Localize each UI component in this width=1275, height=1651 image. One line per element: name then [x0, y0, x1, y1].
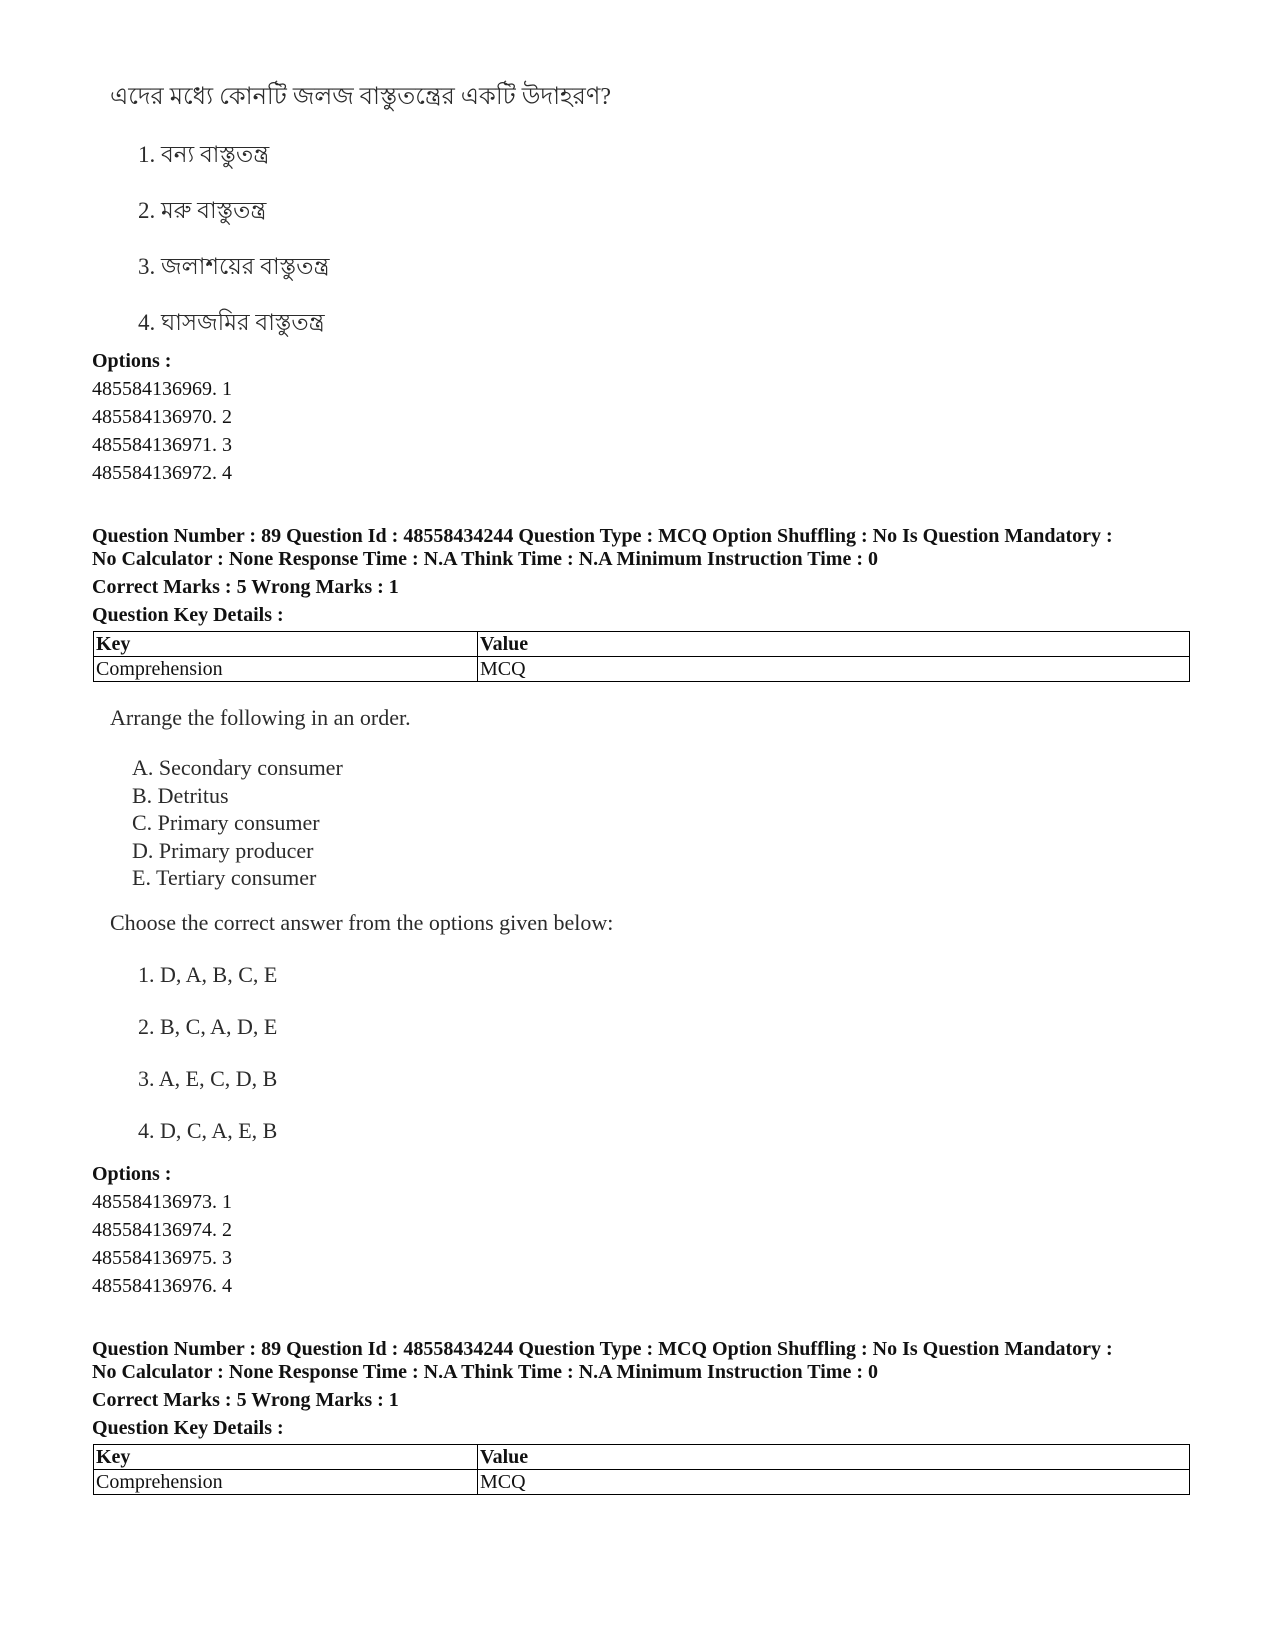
list-item: D. Primary producer — [132, 837, 314, 863]
key-details-table-1 — [93, 631, 1190, 682]
question-1-choice-3: 3. জলাশয়ের বাস্তুতন্ত্র — [138, 254, 330, 279]
question-meta-2 — [92, 1338, 1212, 1384]
question-2-items — [132, 754, 343, 892]
table-header-row — [94, 632, 1190, 657]
value-cell: MCQ — [478, 1470, 1190, 1495]
list-item: C. Primary consumer — [132, 810, 320, 835]
key-details-label-2: Question Key Details : — [92, 1417, 284, 1439]
option-id-7: 485584136975. 3 — [92, 1247, 232, 1269]
value-header: Value — [478, 632, 1190, 657]
table-row — [94, 657, 1190, 682]
key-header: Key — [94, 1445, 478, 1470]
key-details-table-2 — [93, 1444, 1190, 1495]
value-cell: MCQ — [478, 657, 1190, 682]
question-1-choice-2: 2. মরু বাস্তুতন্ত্র — [138, 198, 267, 223]
option-id-6: 485584136974. 2 — [92, 1219, 232, 1241]
option-id-4: 485584136972. 4 — [92, 462, 232, 484]
option-id-8: 485584136976. 4 — [92, 1275, 232, 1297]
question-2-instruction: Choose the correct answer from the options given below: — [110, 910, 614, 935]
list-item: B. Detritus — [132, 782, 229, 808]
marks-line-1: Correct Marks : 5 Wrong Marks : 1 — [92, 576, 399, 598]
table-header-row — [94, 1445, 1190, 1470]
value-header: Value — [478, 1445, 1190, 1470]
question-2-choice-1: 1. D, A, B, C, E — [138, 962, 278, 987]
question-meta-line-2: No Calculator : None Response Time : N.A Think Time : N.A Minimum Instruction Time : 0 — [92, 1361, 878, 1383]
option-id-5: 485584136973. 1 — [92, 1191, 232, 1213]
options-label-2: Options : — [92, 1163, 172, 1185]
list-item: A. Secondary consumer — [132, 755, 343, 780]
question-2-choice-3: 3. A, E, C, D, B — [138, 1066, 278, 1091]
key-header: Key — [94, 632, 478, 657]
options-label-1: Options : — [92, 350, 172, 372]
question-1-stem: এদের মধ্যে কোনটি জলজ বাস্তুতন্ত্রের একটি উদাহরণ? — [110, 84, 611, 110]
option-id-2: 485584136970. 2 — [92, 406, 232, 428]
option-id-3: 485584136971. 3 — [92, 434, 232, 456]
question-2-choice-2: 2. B, C, A, D, E — [138, 1014, 278, 1039]
question-meta-line-2: No Calculator : None Response Time : N.A Think Time : N.A Minimum Instruction Time : 0 — [92, 548, 878, 570]
key-cell: Comprehension — [94, 1470, 478, 1495]
table-row — [94, 1470, 1190, 1495]
question-meta-1 — [92, 525, 1212, 571]
question-1-choice-4: 4. ঘাসজমির বাস্তুতন্ত্র — [138, 310, 325, 335]
question-2-stem: Arrange the following in an order. — [110, 705, 411, 730]
key-details-label-1: Question Key Details : — [92, 604, 284, 626]
question-meta-line-1: Question Number : 89 Question Id : 48558434244 Question Type : MCQ Option Shuffling : No Is Question Mandatory : — [92, 525, 1113, 547]
marks-line-2: Correct Marks : 5 Wrong Marks : 1 — [92, 1389, 399, 1411]
question-1-choice-1: 1. বন্য বাস্তুতন্ত্র — [138, 142, 270, 167]
list-item: E. Tertiary consumer — [132, 865, 317, 890]
question-2-choice-4: 4. D, C, A, E, B — [138, 1118, 278, 1143]
question-meta-line-1: Question Number : 89 Question Id : 48558434244 Question Type : MCQ Option Shuffling : No Is Question Mandatory : — [92, 1338, 1113, 1360]
key-cell: Comprehension — [94, 657, 478, 682]
option-id-1: 485584136969. 1 — [92, 378, 232, 400]
